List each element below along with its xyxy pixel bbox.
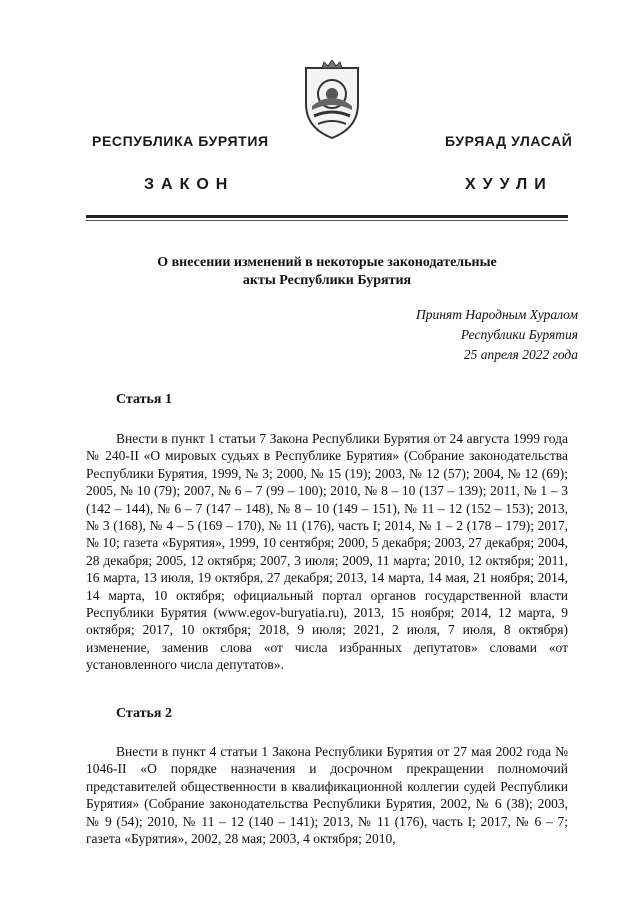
article-2-text: Внести в пункт 4 статьи 1 Закона Республики Бурятия от 27 мая 2002 года № 1046-II «О порядке назначения и досрочном прекращении полномочий представителей общественности в квалификационной коллегии судей Республики Бурятия» (Собрание законодательства Республики Бурятия, 2002, № 6 (38); 2003, № 9 (54); 2010, № 11 – 12 (140 – 141); 2013, № 11 (176), часть I; 2017, № 6 – 7; газета «Бурятия», 2002, 28 мая; 2003, 4 октября; 2010, xyxy=(86,744,568,847)
header-divider xyxy=(86,215,568,218)
law-title-line-2: акты Республики Бурятия xyxy=(242,273,412,288)
adoption-line-1: Принят Народным Хуралом xyxy=(415,307,578,322)
coat-of-arms-icon xyxy=(300,60,364,140)
article-2-heading: Статья 2 xyxy=(116,706,172,721)
article-1-text: Внести в пункт 1 статьи 7 Закона Республики Бурятия от 24 августа 1999 года № 240-II «О мировых судьях в Республике Бурятия» (Собрание законодательства Республики Бурятия, 1999, № 3; 2000, № 15 (19); 2003, № 12 (57); 2004, № 12 (69); 2005, № 10 (79); 2007, № 6 – 7 (99 – 100); 2010, № 8 – 10 (137 – 139); 2011, № 1 – 3 (142 – 144), № 6 – 7 (147 – 148), № 8 – 10 (149 – 151), № 11 – 12 (152 – 153); 2013, № 3 (168), № 4 – 5 (169 – 170), № 11 (176), часть I; 2014, № 1 – 2 (178 – 179); 2017, № 10; газета «Бурятия», 1999, 10 сентября; 2000, 5 декабря; 2003, 27 декабря; 2004, 28 декабря; 2005, 12 октября; 2007, 3 июля; 2009, 11 марта; 2010, 12 октября; 2011, 16 марта, 13 июля, 19 октября, 27 декабря; 2013, 14 марта, 14 мая, 21 ноября; 2014, 14 марта, 10 октября; официальный портал органов государственной власти Республики Бурятия (www.egov-buryatia.ru), 2013, 15 ноября; 2014, 12 марта, 9 октября; 2017, 10 октября; 2018, 9 июля; 2021, 2 июля, 7 июля, 8 октября) изменение, заменив слова «от числа избранных депутатов» словами «от установленного числа депутатов». xyxy=(86,431,568,673)
header-divider-thin xyxy=(86,220,568,221)
republic-name-buryat: БУРЯАД УЛАСАЙ xyxy=(445,133,573,149)
law-title-line-1: О внесении изменений в некоторые законодательные xyxy=(157,255,497,270)
adoption-date: 25 апреля 2022 года xyxy=(463,347,578,362)
adoption-note xyxy=(416,305,578,365)
article-1-heading: Статья 1 xyxy=(116,392,172,407)
law-label-buryat: ХУУЛИ xyxy=(465,176,553,193)
law-label-russian: ЗАКОН xyxy=(144,176,235,193)
adoption-line-2: Республики Бурятия xyxy=(460,327,578,342)
republic-name-russian: РЕСПУБЛИКА БУРЯТИЯ xyxy=(92,133,269,149)
law-title xyxy=(86,254,568,290)
